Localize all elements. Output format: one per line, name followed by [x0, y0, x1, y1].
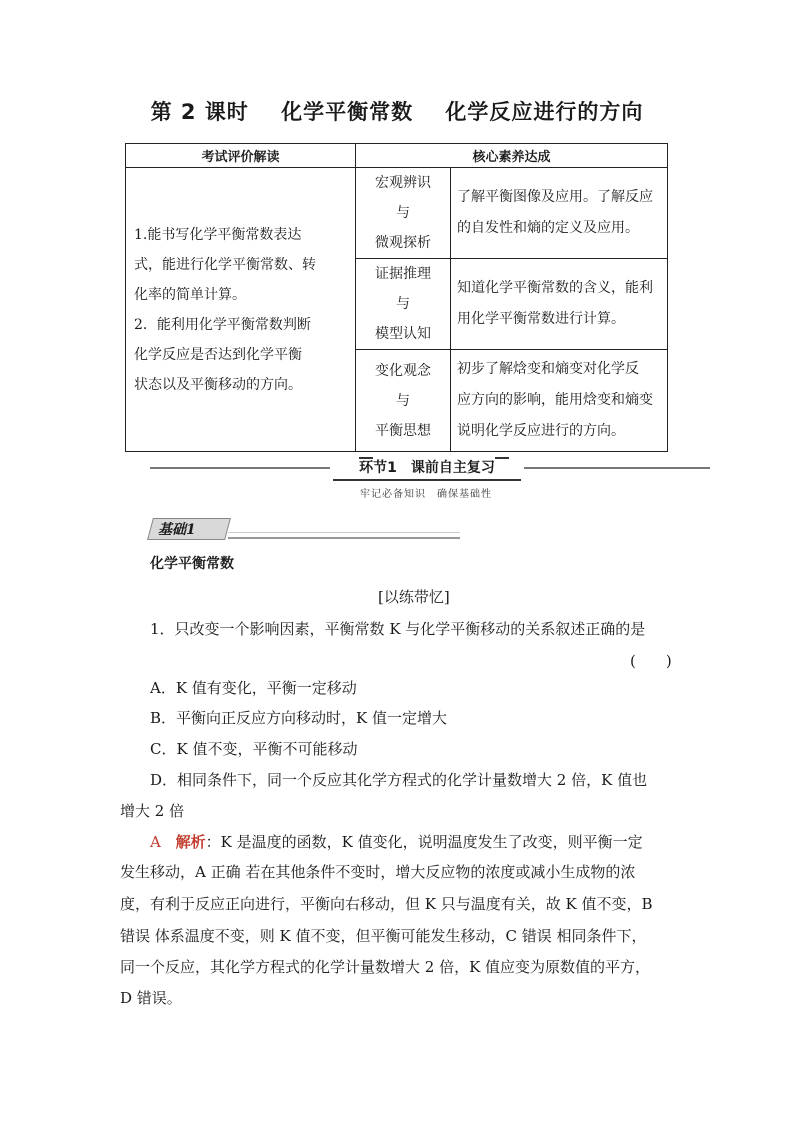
- section-banner: [150, 457, 710, 507]
- goal-line: 用化学平衡常数进行计算。: [457, 311, 625, 327]
- lesson-title: [0, 96, 794, 126]
- analysis-line: D 错误。: [120, 989, 182, 1007]
- category-line: 变化观念: [375, 362, 431, 379]
- req-line: 1.能书写化学平衡常数表达: [134, 226, 302, 243]
- header-exam-evaluation: 考试评价解读: [126, 144, 356, 168]
- section-tag: [150, 518, 460, 540]
- tag-rule: [228, 537, 460, 539]
- exam-requirements-cell: [126, 168, 356, 452]
- lesson-topic-1: 化学平衡常数: [281, 100, 414, 124]
- answer-bracket: ( ): [630, 652, 672, 670]
- analysis-line: 错误 体系温度不变，则 K 值不变，但平衡可能发生移动，C 错误 相同条件下，: [120, 927, 647, 945]
- goal-line: 初步了解焓变和熵变对化学反: [457, 361, 639, 377]
- goal-line: 说明化学反应进行的方向。: [457, 423, 625, 439]
- question-stem: 1．只改变一个影响因素，平衡常数 K 与化学平衡移动的关系叙述正确的是: [150, 620, 646, 638]
- req-line: 化率的简单计算。: [134, 286, 246, 303]
- goal-line: 知道化学平衡常数的含义，能利: [457, 280, 653, 296]
- banner-rule-right: [524, 467, 710, 469]
- literacy-category: [356, 168, 451, 259]
- goal-line: 应方向的影响，能用焓变和熵变: [457, 392, 653, 408]
- category-line: 证据推理: [375, 266, 431, 282]
- req-line: 状态以及平衡移动的方向。: [134, 376, 302, 393]
- banner-rule-left: [150, 467, 330, 469]
- tag-rule-light: [228, 532, 460, 533]
- literacy-goal: [451, 168, 668, 259]
- practice-label: [以练带忆]: [378, 588, 450, 606]
- lesson-number: 第 2 课时: [150, 100, 249, 124]
- category-line: 与: [396, 296, 410, 312]
- req-line: 式，能进行化学平衡常数、转: [134, 256, 316, 273]
- literacy-category: [356, 350, 451, 452]
- analysis-label: 解析: [175, 833, 206, 851]
- goal-line: 的自发性和熵的定义及应用。: [457, 220, 639, 236]
- option-a: A．K 值有变化，平衡一定移动: [150, 679, 357, 697]
- req-line: 化学反应是否达到化学平衡: [134, 346, 302, 363]
- tag-label: 基础1: [158, 522, 196, 538]
- category-line: 模型认知: [375, 326, 431, 342]
- header-core-literacy: 核心素养达成: [356, 144, 668, 168]
- answer-first-line: [150, 831, 643, 852]
- option-d-continued: 增大 2 倍: [120, 802, 185, 820]
- literacy-category: [356, 259, 451, 350]
- goal-line: 了解平衡图像及应用。了解反应: [457, 189, 653, 205]
- category-line: 与: [396, 205, 410, 221]
- section-title: 化学平衡常数: [150, 556, 234, 572]
- category-line: 微观探析: [375, 235, 431, 251]
- answer-letter: A: [150, 833, 161, 851]
- analysis-line: ：K 是温度的函数，K 值变化，说明温度发生了改变，则平衡一定: [205, 833, 643, 851]
- option-b: B．平衡向正反应方向移动时，K 值一定增大: [150, 709, 447, 727]
- evaluation-table: [125, 143, 668, 452]
- req-line: 2．能利用化学平衡常数判断: [134, 316, 311, 333]
- analysis-line: 发生移动，A 正确 若在其他条件不变时，增大反应物的浓度或减小生成物的浓: [120, 863, 636, 881]
- literacy-goal: [451, 350, 668, 452]
- lesson-topic-2: 化学反应进行的方向: [445, 100, 644, 124]
- table-header-row: [126, 144, 668, 168]
- table-row: [126, 168, 668, 259]
- analysis-line: 同一个反应，其化学方程式的化学计量数增大 2 倍，K 值应变为原数值的平方，: [120, 958, 651, 976]
- category-line: 平衡思想: [375, 422, 431, 439]
- option-c: C．K 值不变，平衡不可能移动: [150, 740, 358, 758]
- option-d: D．相同条件下，同一个反应其化学方程式的化学计量数增大 2 倍，K 值也: [150, 771, 648, 789]
- literacy-goal: [451, 259, 668, 350]
- banner-title: 环节1 课前自主复习: [333, 457, 521, 481]
- analysis-line: 度，有利于反应正向进行，平衡向右移动，但 K 只与温度有关，故 K 值不变，B: [120, 895, 653, 913]
- category-line: 宏观辨识: [375, 175, 431, 191]
- category-line: 与: [396, 392, 410, 409]
- banner-subtitle: 牢记必备知识 确保基础性: [360, 489, 492, 500]
